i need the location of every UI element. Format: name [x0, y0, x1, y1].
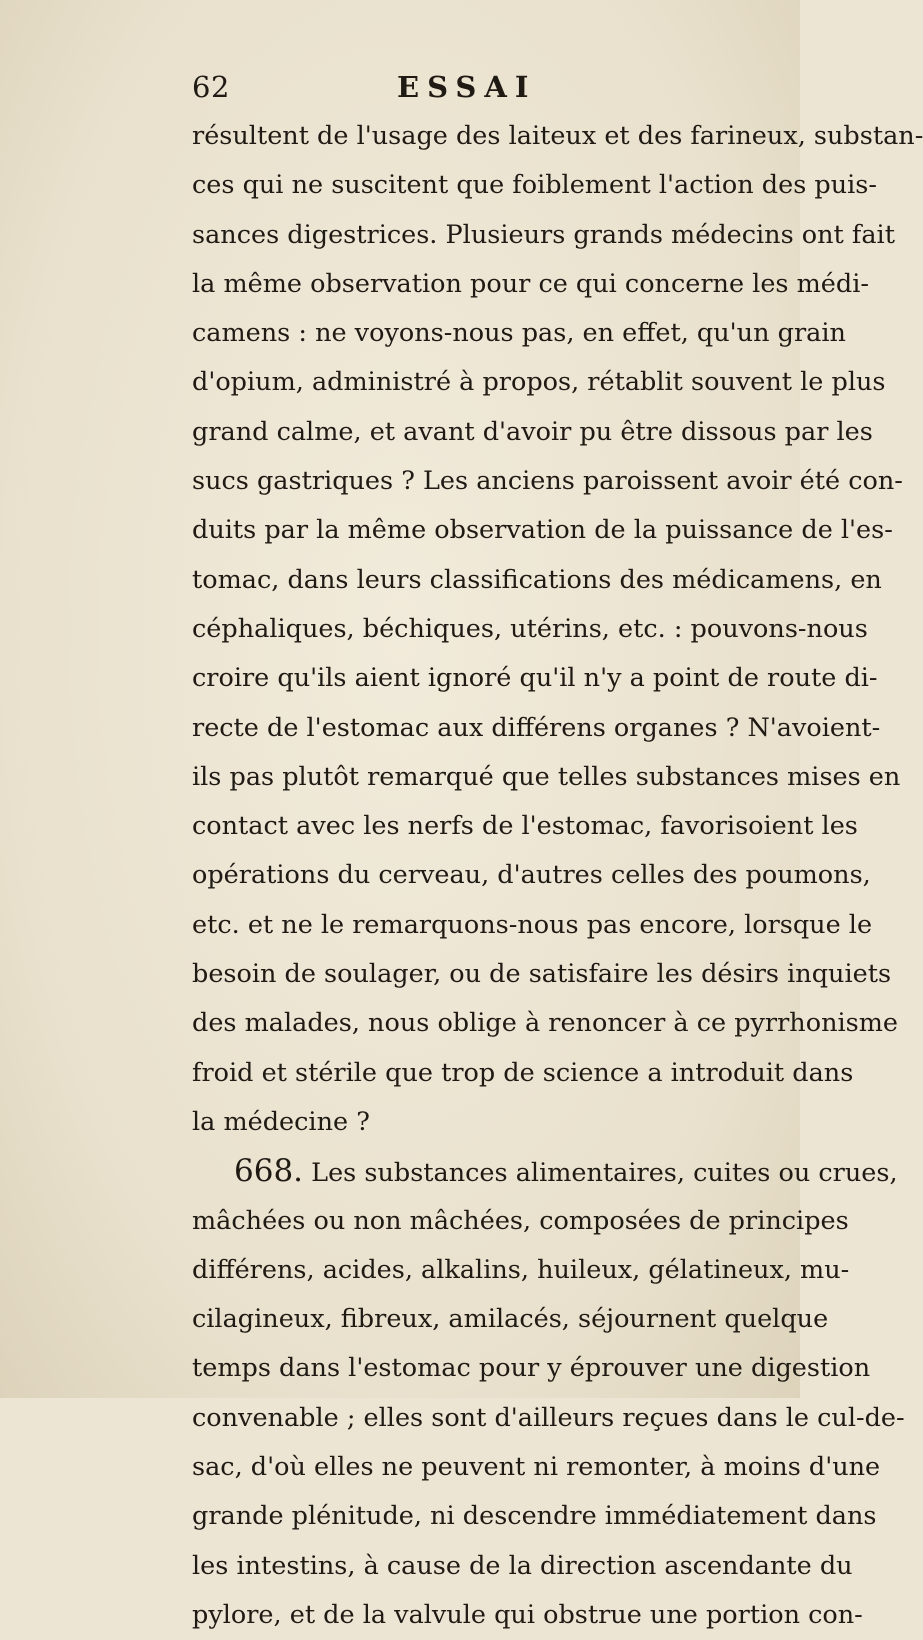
- text-line: la médecine ?: [192, 1106, 370, 1137]
- text-line: sucs gastriques ? Les anciens paroissent avoir été con-: [192, 466, 903, 497]
- text-line: duits par la même observation de la puissance de l'es-: [192, 515, 893, 546]
- text-line: pylore, et de la valvule qui obstrue une portion con-: [192, 1599, 863, 1630]
- text-line: grande plénitude, ni descendre immédiatement dans: [192, 1501, 877, 1532]
- text-line: cilagineux, fibreux, amilacés, séjournent quelque: [192, 1304, 829, 1335]
- text-line: opérations du cerveau, d'autres celles des poumons,: [192, 860, 871, 891]
- text-line: les intestins, à cause de la direction ascendante du: [192, 1550, 853, 1581]
- text-line: d'opium, administré à propos, rétablit souvent le plus: [192, 367, 886, 398]
- page-number: 62: [192, 70, 230, 104]
- text-line: froid et stérile que trop de science a introduit dans: [192, 1057, 854, 1088]
- running-title: ESSAI: [397, 70, 537, 104]
- text-line: mâchées ou non mâchées, composées de principes: [192, 1205, 849, 1236]
- text-line: ils pas plutôt remarqué que telles substances mises en: [192, 761, 901, 792]
- text-line: camens : ne voyons-nous pas, en effet, qu'un grain: [192, 318, 846, 349]
- text-line: des malades, nous oblige à renoncer à ce pyrrhonisme: [192, 1008, 899, 1039]
- text-line: recte de l'estomac aux différens organes ? N'avoient-: [192, 712, 881, 743]
- text-line: etc. et ne le remarquons-nous pas encore, lorsque le: [192, 909, 873, 940]
- section-first-line: [192, 1147, 898, 1196]
- text-line: résultent de l'usage des laiteux et des farineux, substan-: [192, 121, 923, 151]
- running-head: [192, 70, 752, 114]
- text-line: la même observation pour ce qui concerne les médi-: [192, 268, 869, 299]
- text-line: différens, acides, alkalins, huileux, gélatineux, mu-: [192, 1254, 850, 1285]
- text-line: ces qui ne suscitent que foiblement l'action des puis-: [192, 170, 877, 201]
- text-line: sac, d'où elles ne peuvent ni remonter, à moins d'une: [192, 1452, 881, 1483]
- section-number: 668.: [234, 1153, 304, 1190]
- text-line: besoin de soulager, ou de satisfaire les désirs inquiets: [192, 959, 892, 990]
- text-line: temps dans l'estomac pour y éprouver une digestion: [192, 1353, 871, 1384]
- section-first-line-text: Les substances alimentaires, cuites ou crues,: [311, 1158, 898, 1189]
- text-line: convenable ; elles sont d'ailleurs reçues dans le cul-de-: [192, 1402, 905, 1433]
- text-line: contact avec les nerfs de l'estomac, favorisoient les: [192, 811, 858, 842]
- text-line: sances digestrices. Plusieurs grands médecins ont fait: [192, 219, 895, 250]
- text-line: grand calme, et avant d'avoir pu être dissous par les: [192, 416, 873, 447]
- body-text: [192, 112, 923, 1640]
- text-line: croire qu'ils aient ignoré qu'il n'y a point de route di-: [192, 663, 878, 694]
- text-line: tomac, dans leurs classifications des médicamens, en: [192, 564, 882, 595]
- text-line: céphaliques, béchiques, utérins, etc. : pouvons-nous: [192, 613, 868, 644]
